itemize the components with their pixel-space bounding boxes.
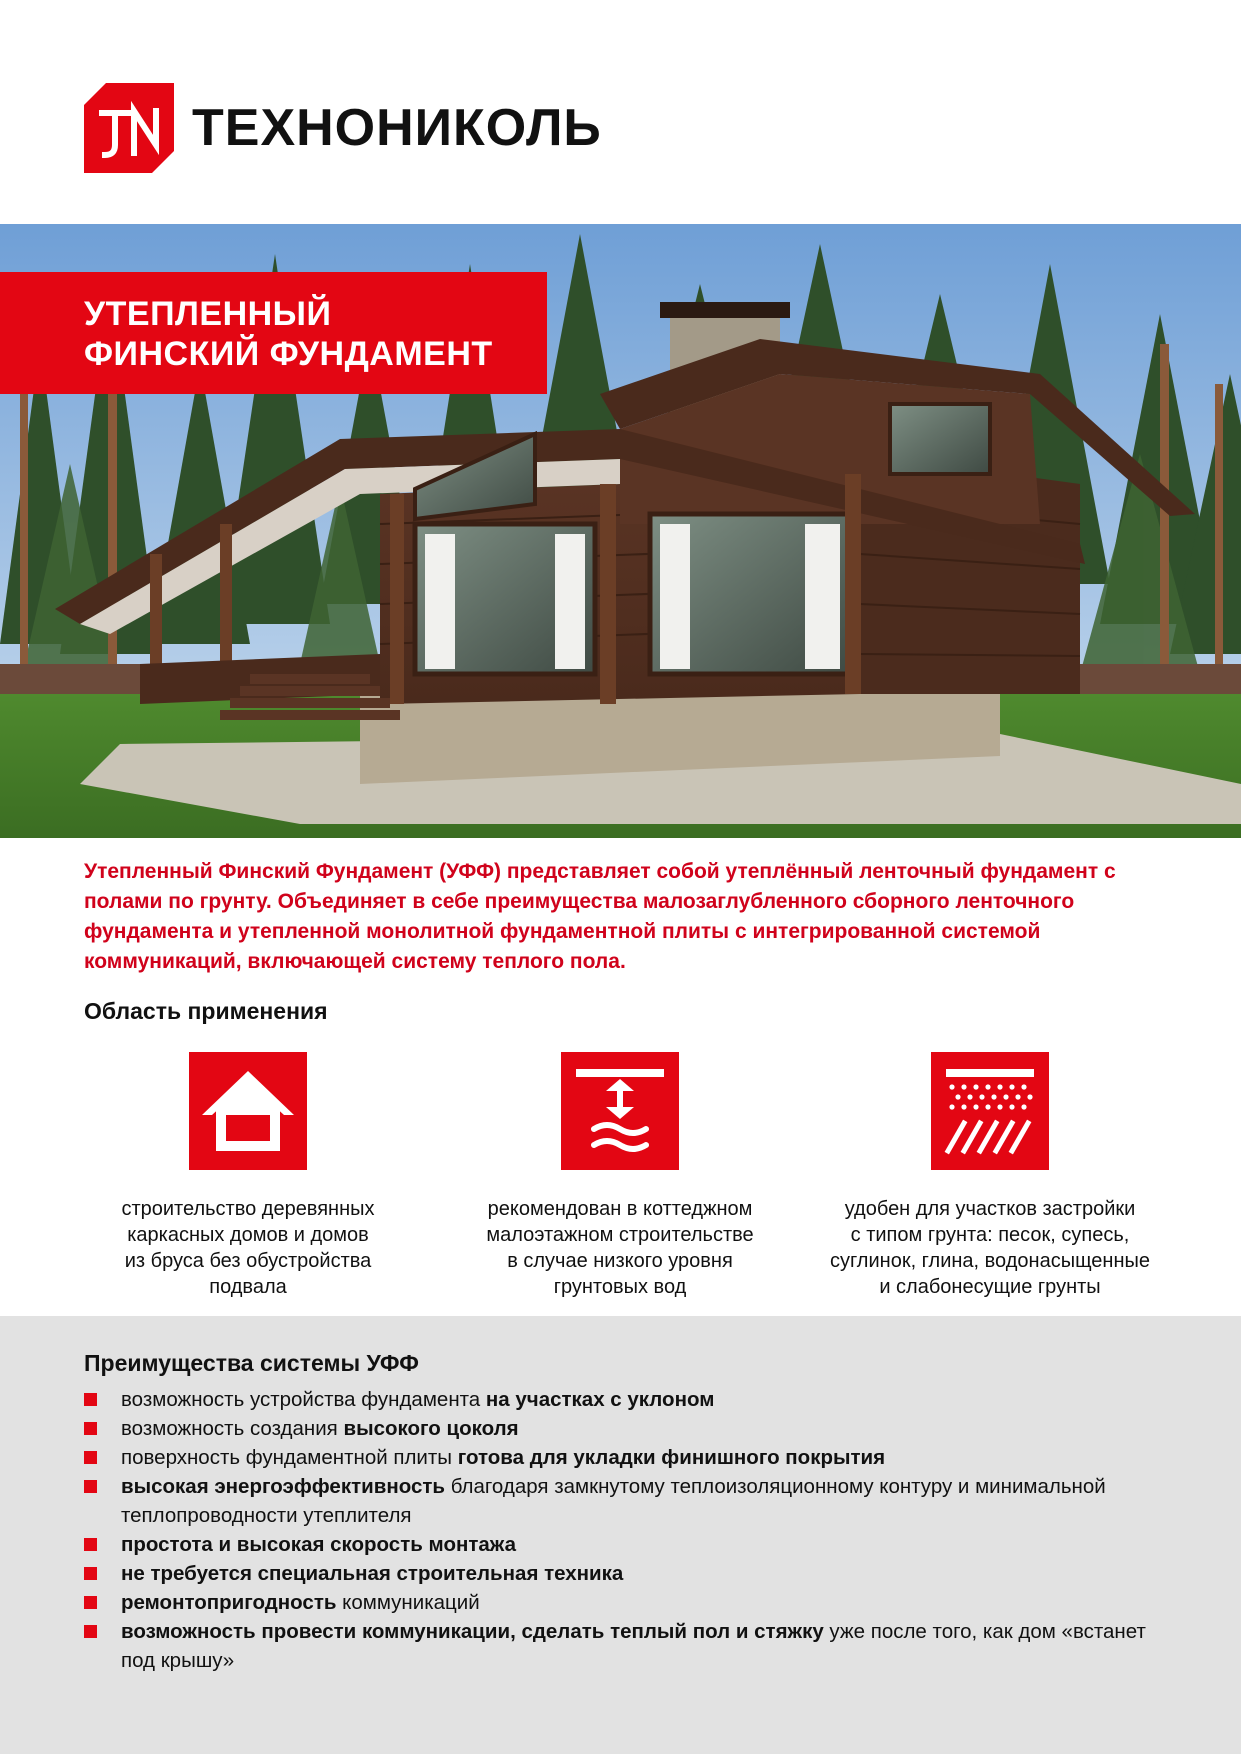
soil-icon-box [931,1052,1049,1170]
caption-line: каркасных домов и домов [127,1224,369,1246]
advantage-item [84,1472,1184,1530]
advantage-text: возможность создания [121,1417,344,1440]
advantage-item [84,1385,1184,1414]
brand-logo [84,83,602,173]
red-square-bullet-icon [84,1422,97,1435]
caption-line: в случае низкого уровня [507,1250,733,1272]
advantage-item [84,1617,1184,1675]
advantage-text-bold: высокая энергоэффективность [121,1475,446,1498]
technonicol-logo-icon [84,83,174,173]
application-caption [68,1196,428,1300]
red-square-bullet-icon [84,1480,97,1493]
brand-name: ТЕХНОНИКОЛЬ [192,99,602,157]
groundwater-level-icon [572,1063,668,1159]
advantage-item [84,1588,1184,1617]
house-icon [200,1063,296,1159]
red-square-bullet-icon [84,1567,97,1580]
advantage-text-bold: не требуется специальная строительная техника [121,1562,624,1585]
advantage-item [84,1530,1184,1559]
advantage-text-bold: ремонтопригодность [121,1591,337,1614]
advantage-text: поверхность фундаментной плиты [121,1446,458,1469]
hero-title-line-1: УТЕПЛЕННЫЙ [84,295,332,333]
advantage-text-bold: простота и высокая скорость монтажа [121,1533,516,1556]
caption-line: малоэтажном строительстве [486,1224,754,1246]
advantage-text: возможность устройства фундамента [121,1388,486,1411]
application-heading: Область применения [84,998,328,1024]
advantage-text: уже после того, как дом «встанет под крышу» [121,1620,1146,1672]
caption-line: и слабонесущие грунты [879,1276,1101,1298]
red-square-bullet-icon [84,1625,97,1638]
caption-line: строительство деревянных [121,1198,375,1220]
title-banner [0,272,547,394]
red-square-bullet-icon [84,1393,97,1406]
soil-layers-icon [942,1063,1038,1159]
application-caption [810,1196,1170,1300]
caption-line: суглинок, глина, водонасыщенные [829,1250,1151,1272]
advantage-text-bold: готова для укладки финишного покрытия [457,1446,886,1469]
advantage-item [84,1443,1184,1472]
caption-line: подвала [209,1276,287,1298]
application-item-low-groundwater [440,1052,800,1300]
advantage-item [84,1414,1184,1443]
advantage-text: благодаря замкнутому теплоизоляционному контуру и минимальной теплопроводности утеплителя [121,1475,1106,1527]
application-item-wooden-houses [68,1052,428,1300]
advantage-text-bold: высокого цоколя [343,1417,519,1440]
caption-line: из бруса без обустройства [124,1250,372,1272]
red-square-bullet-icon [84,1451,97,1464]
advantages-heading: Преимущества системы УФФ [84,1350,419,1376]
caption-line: грунтовых вод [553,1276,687,1298]
caption-line: удобен для участков застройки [844,1198,1136,1220]
application-item-soil-types [810,1052,1170,1300]
caption-line: с типом грунта: песок, супесь, [850,1224,1130,1246]
advantage-text: коммуникаций [336,1591,480,1614]
application-caption [440,1196,800,1300]
advantage-text-bold: возможность провести коммуникации, сделать теплый пол и стяжку [121,1620,824,1643]
house-icon-box [189,1052,307,1170]
red-square-bullet-icon [84,1538,97,1551]
red-square-bullet-icon [84,1596,97,1609]
hero-title-line-2: ФИНСКИЙ ФУНДАМЕНТ [84,335,493,373]
caption-line: рекомендован в коттеджном [487,1198,753,1220]
advantages-list [84,1385,1184,1675]
advantage-text-bold: на участках с уклоном [485,1388,715,1411]
intro-paragraph: Утепленный Финский Фундамент (УФФ) представляет собой утеплённый ленточный фундамент с полами по грунту. Объединяет в себе преимущества малозаглубленного сборного ленточного фундамента и утепленной монолитной фундаментной плиты с интегрированной системой коммуникаций, включающей систему теплого пола. [84,860,1116,973]
groundwater-icon-box [561,1052,679,1170]
advantage-item [84,1559,1184,1588]
